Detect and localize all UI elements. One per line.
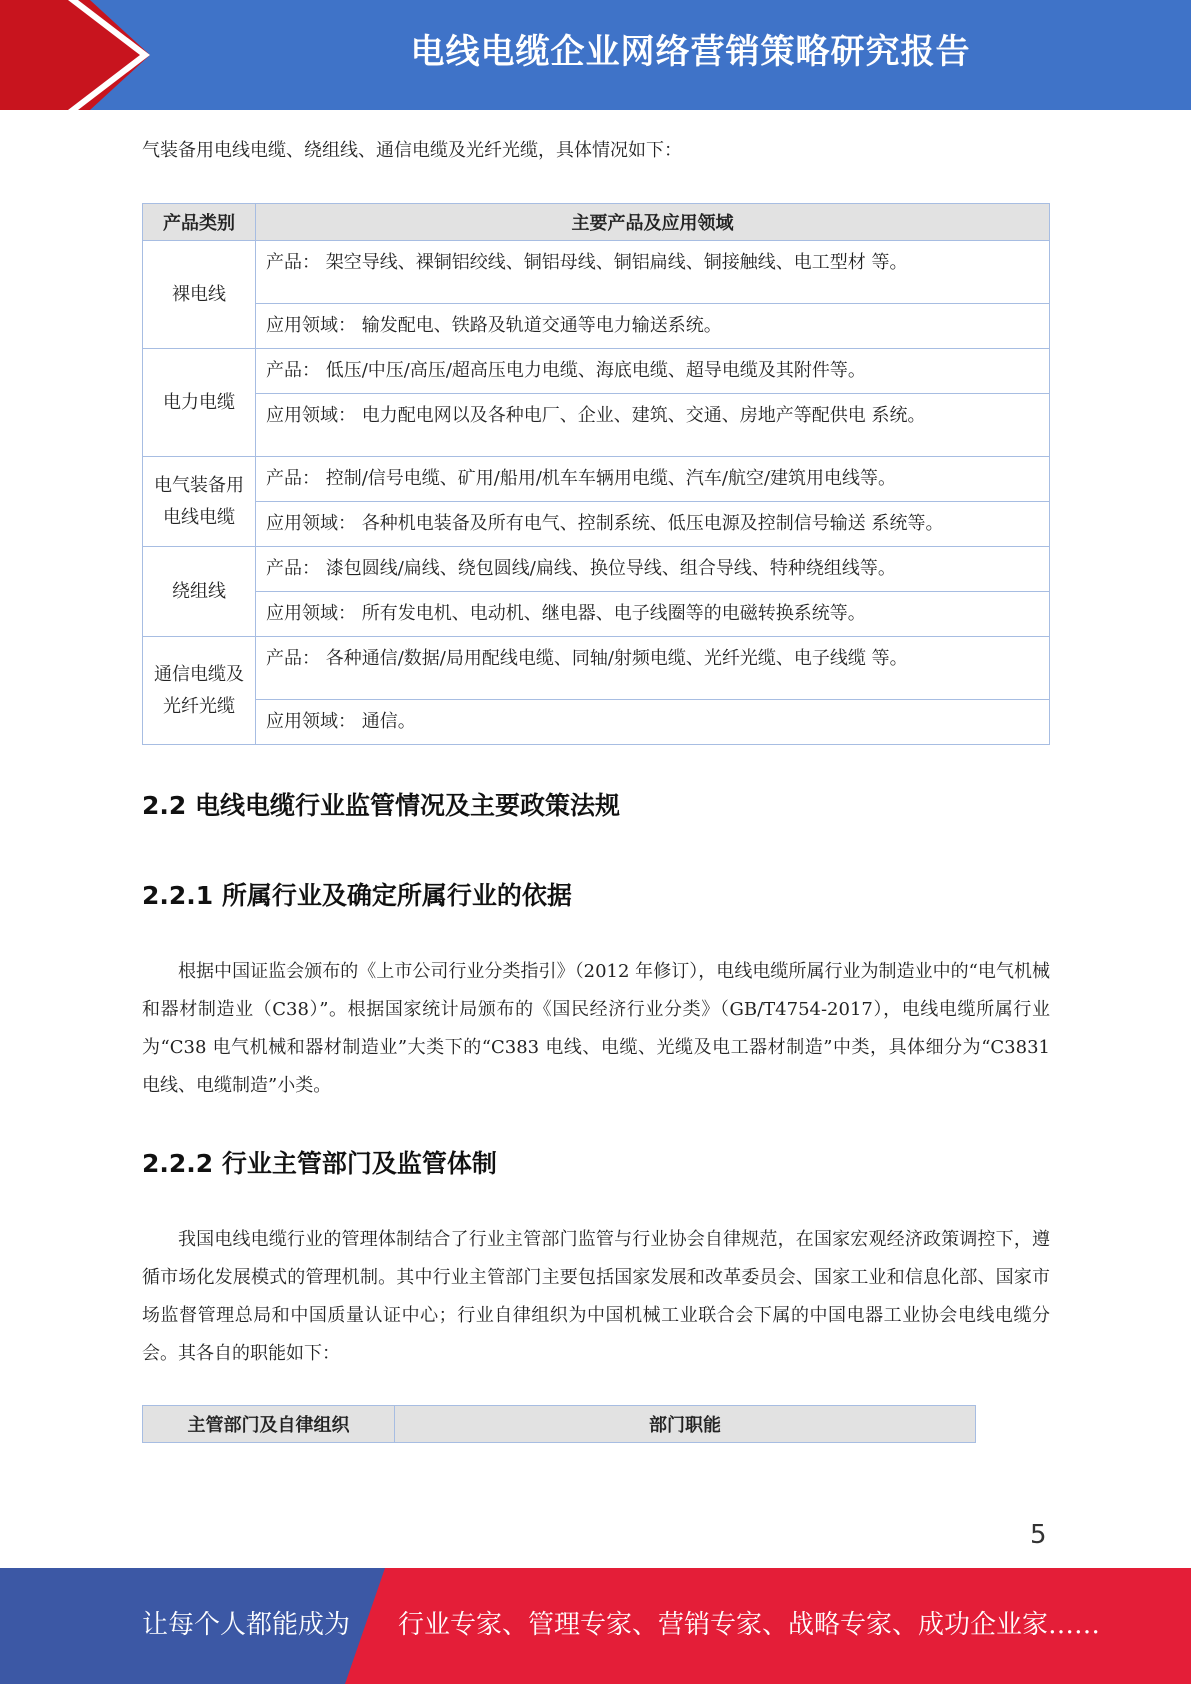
table-row: [143, 304, 1050, 349]
table-row: [143, 547, 1050, 592]
page-header: [0, 0, 1191, 110]
product-cell: 产品： 低压/中压/高压/超高压电力电缆、海底电缆、超导电缆及其附件等。: [256, 349, 1050, 394]
paragraph-regulatory-system: 我国电线电缆行业的管理体制结合了行业主管部门监管与行业协会自律规范，在国家宏观经济政策调控下，遵循市场化发展模式的管理机制。其中行业主管部门主要包括国家发展和改革委员会、国家工业和信息化部、国家市场监督管理总局和中国质量认证中心；行业自律组织为中国机械工业联合会下属的中国电器工业协会电线电缆分会。其各自的职能如下：: [142, 1229, 1050, 1364]
column-header-functions: 部门职能: [395, 1406, 976, 1443]
table-row: [143, 700, 1050, 745]
page-footer: [0, 1568, 1191, 1684]
section-heading-2-2: 2.2 电线电缆行业监管情况及主要政策法规: [142, 791, 620, 820]
application-cell: 应用领域： 通信。: [256, 700, 1050, 745]
product-cell: 产品： 架空导线、裸铜铝绞线、铜铝母线、铜铝扁线、铜接触线、电工型材 等。: [256, 241, 1050, 304]
section-heading-2-2-2: 2.2.2 行业主管部门及监管体制: [142, 1149, 497, 1178]
intro-text: 气装备用电线电缆、绕组线、通信电缆及光纤光缆，具体情况如下：: [142, 140, 682, 161]
table-row: [143, 637, 1050, 700]
category-cell: 通信电缆及光纤光缆: [143, 637, 256, 745]
section-heading-2-2-1: 2.2.1 所属行业及确定所属行业的依据: [142, 881, 572, 910]
column-header-organization: 主管部门及自律组织: [143, 1406, 395, 1443]
regulatory-bodies-table: [142, 1405, 976, 1443]
paragraph-industry-classification: 根据中国证监会颁布的《上市公司行业分类指引》（2012 年修订），电线电缆所属行业为制造业中的“电气机械和器材制造业（C38）”。根据国家统计局颁布的《国民经济行业分类》（GB/T4754-2017），电线电缆所属行业为“C38 电气机械和器材制造业”大类下的“C383 电线、电缆、光缆及电工器材制造”中类，具体细分为“C3831 电线、电缆制造”小类。: [142, 961, 1050, 1096]
application-cell: 应用领域： 所有发电机、电动机、继电器、电子线圈等的电磁转换系统等。: [256, 592, 1050, 637]
application-cell: 应用领域： 电力配电网以及各种电厂、企业、建筑、交通、房地产等配供电 系统。: [256, 394, 1050, 457]
product-cell: 产品： 各种通信/数据/局用配线电缆、同轴/射频电缆、光纤光缆、电子线缆 等。: [256, 637, 1050, 700]
table-row: [143, 502, 1050, 547]
table-row: [143, 457, 1050, 502]
category-cell: 电气装备用电线电缆: [143, 457, 256, 547]
report-title: 电线电缆企业网络营销策略研究报告: [410, 32, 971, 72]
footer-slogan-right: 行业专家、管理专家、营销专家、战略专家、成功企业家……: [398, 1610, 1101, 1640]
category-cell: 裸电线: [143, 241, 256, 349]
table-row: [143, 349, 1050, 394]
footer-slogan-left: 让每个人都能成为: [142, 1610, 351, 1640]
table-header-row: [143, 1406, 976, 1443]
product-cell: 产品： 漆包圆线/扁线、绕包圆线/扁线、换位导线、组合导线、特种绕组线等。: [256, 547, 1050, 592]
category-cell: 绕组线: [143, 547, 256, 637]
product-cell: 产品： 控制/信号电缆、矿用/船用/机车车辆用电缆、汽车/航空/建筑用电线等。: [256, 457, 1050, 502]
product-category-table: [142, 203, 1050, 745]
page-number: 5: [1030, 1520, 1047, 1550]
category-cell: 电力电缆: [143, 349, 256, 457]
application-cell: 应用领域： 输发配电、铁路及轨道交通等电力输送系统。: [256, 304, 1050, 349]
header-red-arrow: [0, 0, 150, 110]
column-header-category: 产品类别: [143, 204, 256, 241]
column-header-products: 主要产品及应用领域: [256, 204, 1050, 241]
table-row: [143, 394, 1050, 457]
table-row: [143, 241, 1050, 304]
table-row: [143, 592, 1050, 637]
table-header-row: [143, 204, 1050, 241]
application-cell: 应用领域： 各种机电装备及所有电气、控制系统、低压电源及控制信号输送 系统等。: [256, 502, 1050, 547]
